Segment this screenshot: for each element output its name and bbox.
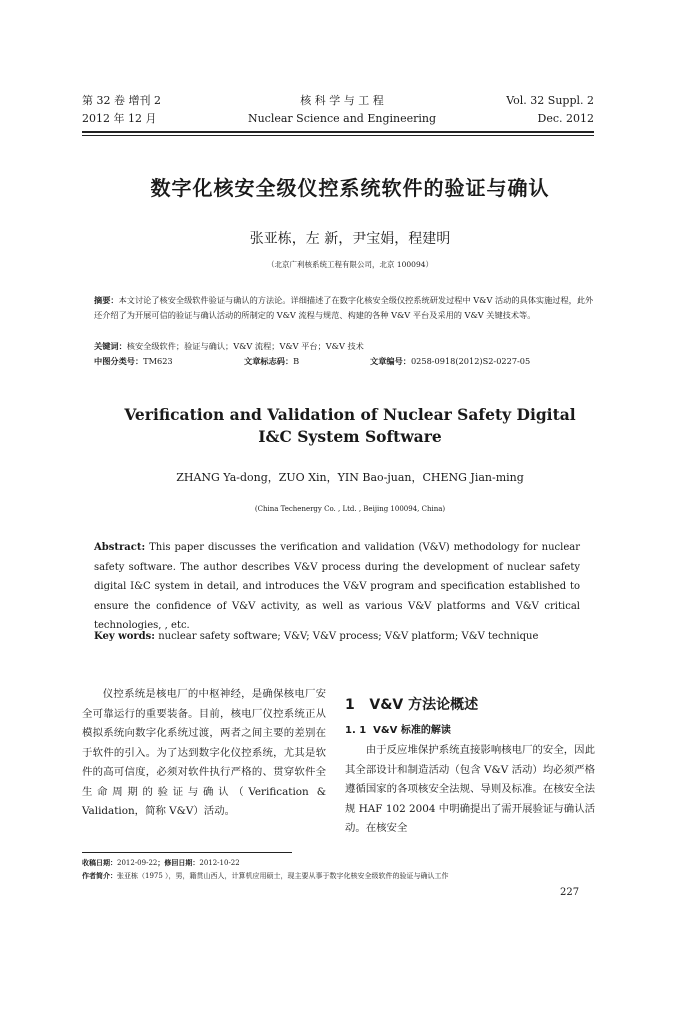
keywords-en-label: Key words: (94, 631, 155, 642)
journal-date-cn: 2012 年 12 月 (82, 112, 157, 125)
abstract-cn-text: 本文讨论了核安全级软件验证与确认的方法论。详细描述了在数字化核安全级仪控系统研发过程中 V&V 活动的具体实施过程，此外还介绍了为开展可信的验证与确认活动的所制定的 V&V 流程与规范、构建的各种 V&V 平台及采用的 V&V 关键技术等。 (94, 295, 594, 320)
paper-title-cn: 数字化核安全级仪控系统软件的验证与确认 (150, 176, 550, 200)
revised-date: 2012-10-22 (199, 859, 240, 867)
authors-cn: 张亚栋，左 新，尹宝娟，程建明 (249, 231, 451, 247)
article-no-label: 文章编号： (370, 356, 411, 366)
section-1-1-title: V&V 标准的解读 (373, 725, 451, 736)
section-1-1-number: 1. 1 (345, 725, 367, 736)
article-number (370, 354, 530, 369)
abstract-en-text: This paper discusses the verification and validation (V&V) methodology for nuclear safety software. The author describes V&V process during the development of nuclear safety digital I&C system in detail, and introduces the V&V program and specification established to ensure the confidence of V&V activity, as well as various V&V platforms and V&V critical technologies, , etc. (94, 542, 580, 631)
intro-paragraph: 仪控系统是核电厂的中枢神经，是确保核电厂安全可靠运行的重要装备。目前，核电厂仪控系统正从模拟系统向数字化系统过渡，两者之间主要的差别在于软件的引入。为了达到数字化仪控系统，尤其是软件的高可信度，必须对软件执行严格的、贯穿软件全生命周期的验证与确认（Verification & Validation，简称 V&V）活动。 (82, 688, 326, 817)
bio-text: 张亚栋（1975 ），男，籍贯山西人，计算机应用硕士，现主要从事于数字化核安全级软件的验证与确认工作 (117, 872, 449, 880)
keywords-en (94, 627, 580, 647)
keywords-cn-label: 关键词： (94, 341, 127, 351)
clc-label: 中图分类号： (94, 356, 144, 366)
document-code (244, 354, 299, 369)
received-label: 收稿日期： (82, 858, 117, 867)
journal-name-cn: 核 科 学 与 工 程 (300, 94, 384, 107)
clc-number (94, 354, 173, 369)
article-no-value: 0258-0918(2012)S2-0227-05 (410, 356, 531, 366)
section-1-heading (345, 694, 478, 714)
paper-title-en-line2: I&C System Software (258, 427, 442, 446)
abstract-en (94, 538, 580, 636)
abstract-cn-label: 摘要： (94, 295, 119, 305)
section-1-title: V&V 方法论概述 (369, 697, 479, 713)
section-1-1-paragraph: 由于反应堆保护系统直接影响核电厂的安全，因此其全部设计和制造活动（包含 V&V 活动）均必须严格遵循国家的各项核安全法规、导则及标准。在核安全法规 HAF 102 2004 中明确提出了需开展验证与确认活动。在核安全 (345, 744, 595, 834)
page-number: 227 (560, 887, 580, 898)
revised-label: ；修回日期： (157, 858, 200, 867)
abstract-en-label: Abstract: (94, 542, 146, 553)
keywords-cn (94, 339, 364, 354)
header-rule (82, 131, 594, 133)
footnote-rule (82, 852, 292, 853)
header-rule-thin (82, 135, 594, 136)
abstract-cn (94, 293, 600, 323)
journal-name-en: Nuclear Science and Engineering (247, 112, 437, 125)
doc-code-label: 文章标志码： (244, 356, 294, 366)
affiliation-cn: （北京广利核系统工程有限公司，北京 100094） (266, 260, 433, 269)
keywords-en-text: nuclear safety software; V&V; V&V process; V&V platform; V&V technique (158, 631, 539, 642)
section-1-number: 1 (345, 697, 355, 713)
journal-volume: 第 32 卷 增刊 2 (82, 94, 161, 107)
journal-date-en: Dec. 2012 (537, 112, 594, 125)
doc-code-value: B (293, 356, 300, 366)
received-date: 2012-09-22 (117, 859, 158, 867)
section-1-1-heading (345, 721, 451, 736)
authors-en: ZHANG Ya-dong，ZUO Xin，YIN Bao-juan，CHENG Jian-ming (176, 471, 524, 484)
paper-title-en-line1: Verification and Validation of Nuclear Safety Digital (124, 405, 576, 424)
paper-title-en (0, 404, 700, 448)
affiliation-en: (China Techenergy Co. , Ltd. , Beijing 100094, China) (254, 505, 446, 513)
footnote-dates (82, 856, 240, 870)
keywords-cn-text: 核安全级软件；验证与确认；V&V 流程；V&V 平台；V&V 技术 (126, 341, 364, 351)
bio-label: 作者简介： (82, 871, 117, 880)
clc-value: TM623 (143, 356, 173, 366)
footnote-bio (82, 869, 594, 883)
journal-volume-en: Vol. 32 Suppl. 2 (506, 94, 594, 107)
